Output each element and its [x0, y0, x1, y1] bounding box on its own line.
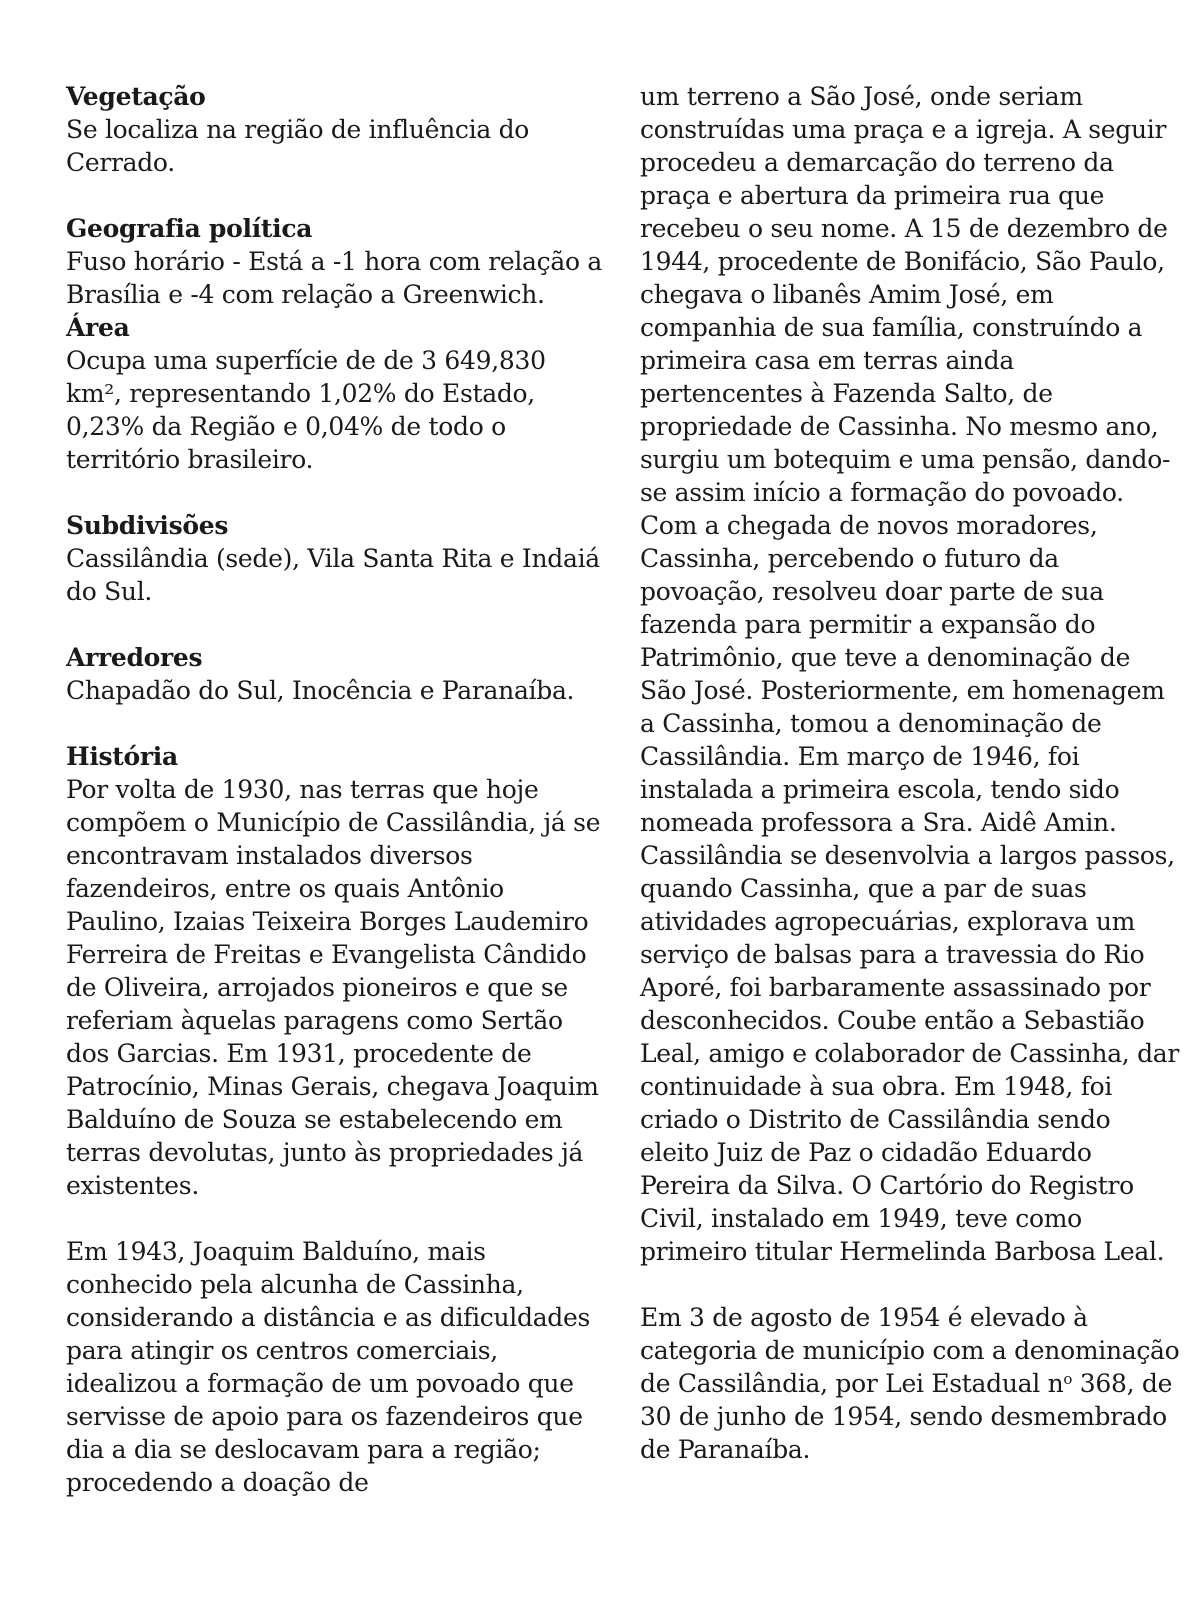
heading-arredores: Arredores [66, 643, 203, 672]
text-subdivisoes: Cassilândia (sede), Vila Santa Rita e Indaiá do Sul. [66, 544, 600, 606]
text-area: Ocupa uma superfície de de 3 649,830 km², representando 1,02% do Estado, 0,23% da Região e 0,04% de todo o território brasileiro. [66, 346, 546, 474]
historia-paragraph-3 [640, 1301, 1180, 1466]
section-arredores [66, 641, 606, 707]
paragraph-3-text-b: 368, de 30 de junho de 1954, sendo desmembrado de Paranaíba. [640, 1369, 1173, 1464]
text-arredores: Chapadão do Sul, Inocência e Paranaíba. [66, 676, 575, 705]
heading-historia: História [66, 742, 178, 771]
ordinal-superscript: o [1063, 1370, 1073, 1388]
section-vegetacao [66, 80, 606, 179]
section-geografia-politica [66, 212, 606, 311]
section-historia [66, 740, 606, 1499]
text-vegetacao: Se localiza na região de influência do Cerrado. [66, 115, 530, 177]
heading-area: Área [66, 313, 130, 342]
heading-subdivisoes: Subdivisões [66, 511, 229, 540]
section-subdivisoes [66, 509, 606, 608]
heading-geografia-politica: Geografia política [66, 214, 313, 243]
paragraph-3-text-a: Em 3 de agosto de 1954 é elevado à categoria de município com a denominação de Cassilândia, por Lei Estadual n [640, 1303, 1180, 1398]
section-area [66, 311, 606, 476]
historia-paragraph-2-continued: um terreno a São José, onde seriam construídas uma praça e a igreja. A seguir procedeu a demarcação do terreno da praça e abertura da primeira rua que recebeu o seu nome. A 15 de dezembro de 1944, procedente de Bonifácio, São Paulo, chegava o libanês Amim José, em companhia de sua família, construíndo a primeira casa em terras ainda pertencentes à Fazenda Salto, de propriedade de Cassinha. No mesmo ano, surgiu um botequim e uma pensão, dando-se assim início a formação do povoado. Com a chegada de novos moradores, Cassinha, percebendo o futuro da povoação, resolveu doar parte de sua fazenda para permitir a expansão do Patrimônio, que teve a denominação de São José. Posteriormente, em homenagem a Cassinha, tomou a denominação de Cassilândia. Em março de 1946, foi instalada a primeira escola, tendo sido nomeada professora a Sra. Aidê Amin. Cassilândia se desenvolvia a largos passos, quando Cassinha, que a par de suas atividades agropecuárias, explorava um serviço de balsas para a travessia do Rio Aporé, foi barbaramente assassinado por desconhecidos. Coube então a Sebastião Leal, amigo e colaborador de Cassinha, dar continuidade à sua obra. Em 1948, foi criado o Distrito de Cassilândia sendo eleito Juiz de Paz o cidadão Eduardo Pereira da Silva. O Cartório do Registro Civil, instalado em 1949, teve como primeiro titular Hermelinda Barbosa Leal. [640, 82, 1180, 1266]
right-column [640, 80, 1180, 1466]
text-geografia-politica: Fuso horário - Está a -1 hora com relação a Brasília e -4 com relação a Greenwich. [66, 247, 602, 309]
heading-vegetacao: Vegetação [66, 82, 206, 111]
historia-paragraph-2-start: Em 1943, Joaquim Balduíno, mais conhecido pela alcunha de Cassinha, considerando a distância e as dificuldades para atingir os centros comerciais, idealizou a formação de um povoado que servisse de apoio para os fazendeiros que dia a dia se deslocavam para a região; procedendo a doação de [66, 1237, 591, 1497]
left-column [66, 80, 606, 1499]
historia-paragraph-1: Por volta de 1930, nas terras que hoje compõem o Município de Cassilândia, já se encontravam instalados diversos fazendeiros, entre os quais Antônio Paulino, Izaias Teixeira Borges Laudemiro Ferreira de Freitas e Evangelista Cândido de Oliveira, arrojados pioneiros e que se referiam àquelas paragens como Sertão dos Garcias. Em 1931, procedente de Patrocínio, Minas Gerais, chegava Joaquim Balduíno de Souza se estabelecendo em terras devolutas, junto às propriedades já existentes. [66, 775, 601, 1200]
